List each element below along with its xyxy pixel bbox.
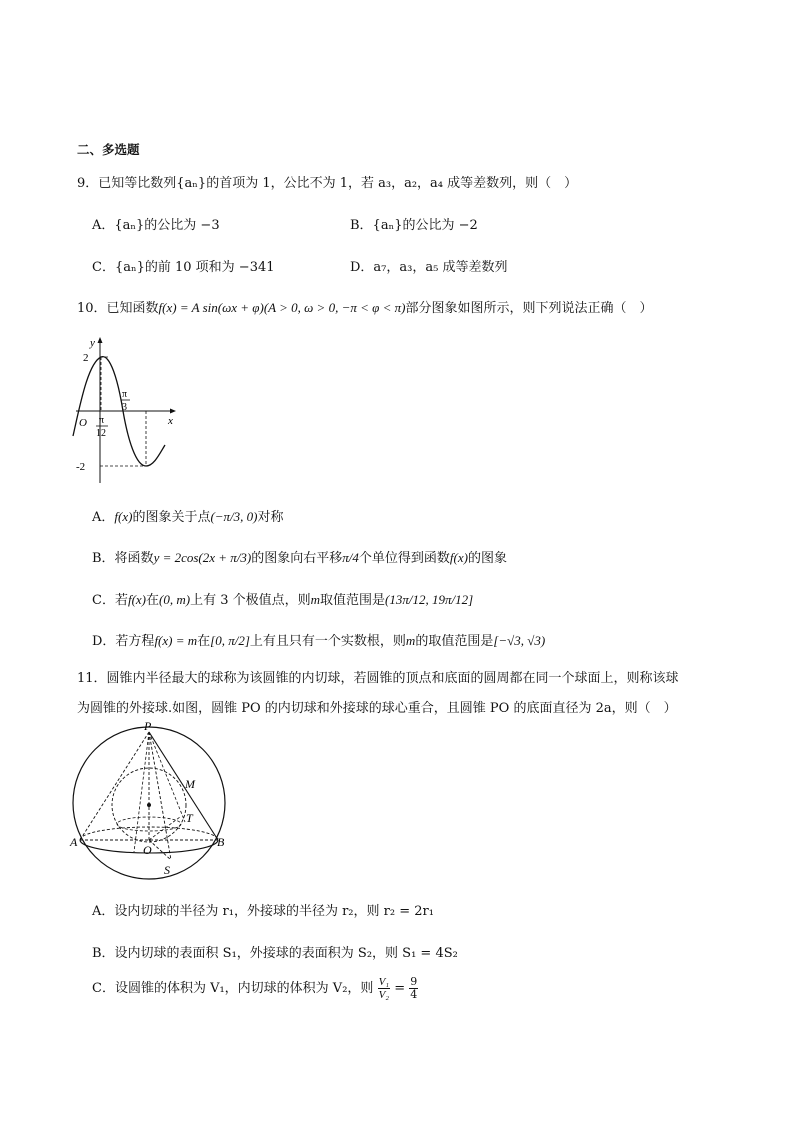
option-a-suffix: 对称 [257, 510, 284, 525]
tick-pi-3-den: 3 [122, 402, 127, 413]
question-9-option-c: C．{aₙ}的前 10 项和为 −341 [92, 260, 275, 275]
x-axis-label: x [168, 415, 173, 427]
option-c-m: m [310, 592, 320, 607]
question-9-option-d: D．a₇，a₃，a₅ 成等差数列 [350, 260, 508, 275]
section-title: 二、多选题 [77, 142, 140, 157]
question-10-option-c [92, 589, 473, 608]
option-c-mid: 在 [146, 593, 160, 608]
label-t: T [186, 811, 193, 825]
stem-suffix: 部分图象如图所示，则下列说法正确（ ） [405, 301, 653, 316]
fraction-numerator: V₁ [378, 976, 390, 988]
label-m: M [185, 777, 195, 791]
value-numerator: 9 [410, 975, 418, 988]
option-c-prefix: C．设圆锥的体积为 V₁，内切球的体积为 V₂，则 [92, 981, 374, 996]
option-d-m: m [405, 633, 416, 648]
cone-sphere-figure [68, 722, 233, 882]
option-d-formula: f(x) = m [154, 633, 198, 648]
label-o: O [143, 843, 152, 857]
cone-inner-1 [134, 732, 149, 852]
question-10-option-b [92, 547, 507, 566]
y-min-label: -2 [76, 461, 86, 473]
option-c-prefix: C．若 [92, 593, 128, 608]
sphere-center [147, 803, 151, 807]
cone-edge-pb [149, 732, 218, 840]
option-a-formula: f(x) [114, 509, 133, 524]
fraction-denominator: V₂ [378, 989, 390, 1001]
option-d-mid3: 的取值范围是 [415, 634, 494, 649]
y-max-label: 2 [83, 352, 89, 364]
option-c-range: (13π/12, 19π/12] [385, 592, 474, 607]
y-axis-arrow [98, 337, 103, 343]
radius-ob [149, 817, 180, 840]
question-9-option-b: B．{aₙ}的公比为 −2 [350, 218, 478, 233]
option-b-formula2: f(x) [449, 550, 468, 565]
cone-edge-ps [149, 732, 171, 860]
question-10-option-d [92, 630, 545, 649]
label-a: A [70, 835, 78, 849]
y-axis-label: y [90, 337, 95, 349]
option-b-formula: y = 2cos(2x + π/3) [153, 550, 252, 565]
question-11-option-c [92, 976, 418, 1001]
option-b-suffix: 的图象 [467, 551, 507, 566]
cone-inner-2 [149, 732, 185, 822]
option-b-mid: 的图象向右平移 [251, 551, 343, 566]
option-c-f: f(x) [127, 592, 146, 607]
question-9-stem: 9．已知等比数列{aₙ}的首项为 1，公比不为 1，若 a₃，a₂，a₄ 成等差数列，则（ ） [77, 176, 578, 191]
option-c-mid3: 取值范围是 [320, 593, 386, 608]
label-s: S [164, 863, 170, 877]
option-a-mid: 的图象关于点 [132, 510, 211, 525]
question-10-option-a [92, 506, 284, 525]
origin-label: O [79, 417, 87, 429]
question-9-option-a: A．{aₙ}的公比为 −3 [92, 218, 220, 233]
question-11-stem-line2: 为圆锥的外接球.如图，圆锥 PO 的内切球和外接球的球心重合，且圆锥 PO 的底面直径为 2a，则（ ） [77, 701, 677, 716]
question-10-stem [77, 297, 652, 316]
x-axis-arrow [170, 409, 176, 414]
value-denominator: 4 [410, 988, 418, 1001]
equals-sign: = [394, 981, 406, 996]
option-d-prefix: D．若方程 [92, 634, 155, 649]
option-a-prefix: A． [92, 510, 115, 525]
option-c-mid2: 上有 3 个极值点，则 [190, 593, 311, 608]
function-formula: f(x) = A sin(ωx + φ)(A > 0, ω > 0, −π < φ < π) [158, 300, 406, 315]
question-11-stem-line1: 11．圆锥内半径最大的球称为该圆锥的内切球，若圆锥的顶点和底面的圆周都在同一个球面上，则称该球 [77, 671, 679, 686]
option-d-range: [−√3, √3) [493, 633, 546, 648]
tick-pi-12-num: π [99, 415, 105, 426]
sine-graph [70, 335, 185, 485]
option-d-mid2: 上有且只有一个实数根，则 [249, 634, 406, 649]
option-a-point: (−π/3, 0) [210, 509, 258, 524]
option-b-mid2: 个单位得到函数 [358, 551, 450, 566]
stem-prefix: 10．已知函数 [77, 301, 159, 316]
option-c-interval: (0, m) [159, 592, 191, 607]
option-d-mid: 在 [197, 634, 211, 649]
option-b-shift: π/4 [342, 550, 359, 565]
tick-pi-3-num: π [122, 389, 128, 400]
cone-edge-pa [80, 732, 149, 840]
question-11-option-a: A．设内切球的半径为 r₁，外接球的半径为 r₂，则 r₂ = 2r₁ [92, 904, 434, 919]
label-p: P [144, 722, 152, 733]
tick-pi-12-den: 12 [96, 428, 106, 439]
option-b-prefix: B．将函数 [92, 551, 154, 566]
ratio-value-fraction [409, 976, 418, 1001]
label-b: B [217, 835, 225, 849]
question-11-option-b: B．设内切球的表面积 S₁，外接球的表面积为 S₂，则 S₁ = 4S₂ [92, 946, 458, 961]
volume-ratio-fraction [378, 976, 391, 1001]
option-d-interval: [0, π/2] [210, 633, 250, 648]
